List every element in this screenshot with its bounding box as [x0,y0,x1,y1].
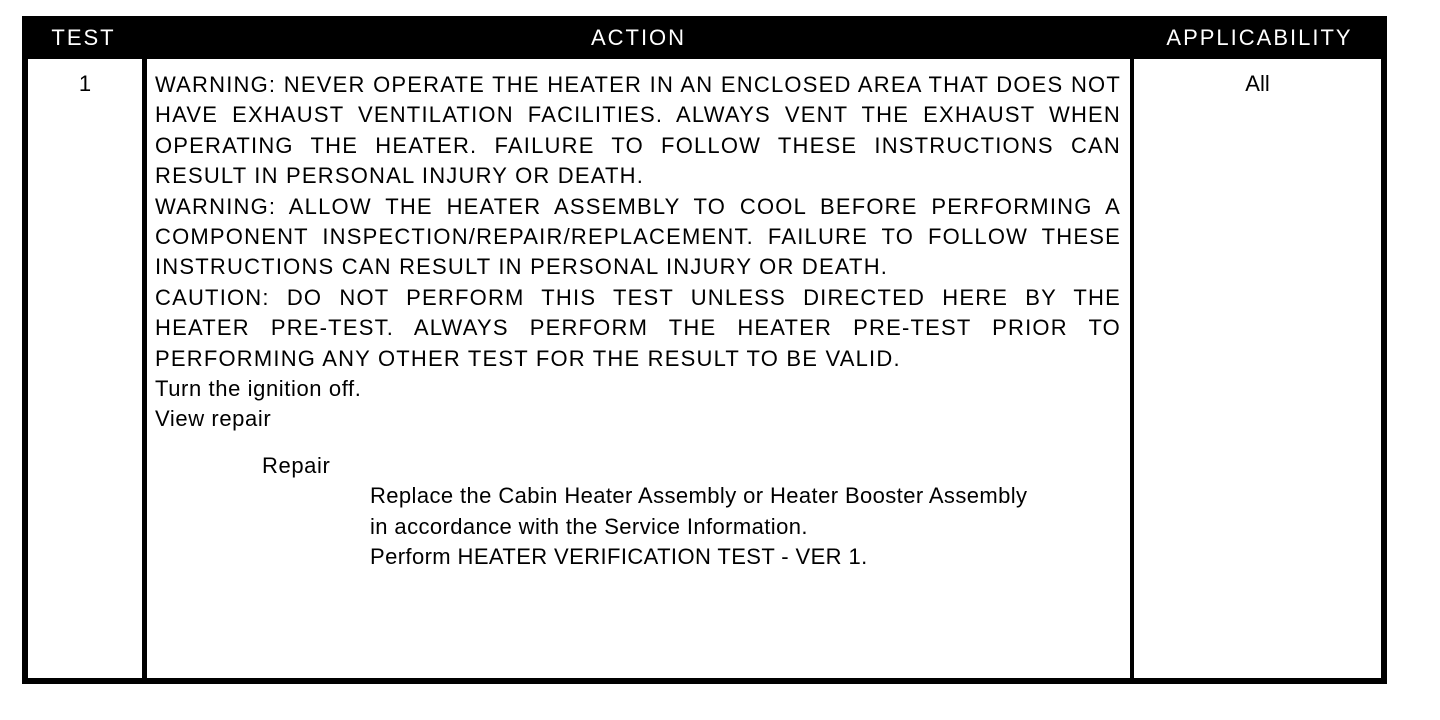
repair-line-verification: Perform HEATER VERIFICATION TEST - VER 1. [370,544,868,570]
header-applicability: APPLICABILITY [1166,25,1353,50]
diagnostic-test-table [22,16,1387,684]
test-number: 1 [78,71,92,96]
repair-instructions [370,481,1121,572]
header-test: TEST [51,25,116,50]
header-action: ACTION [590,25,687,50]
repair-line-replace: Replace the Cabin Heater Assembly or Heater Booster Assembly [370,483,1028,509]
step-ignition-off: Turn the ignition off. [155,376,362,402]
applicability-value: All [1245,71,1270,96]
caution-pre-test: CAUTION: DO NOT PERFORM THIS TEST UNLESS DIRECTED HERE BY THE HEATER PRE-TEST. ALWAYS PERFORM THE HEATER PRE-TEST PRIOR TO PERFORMING ANY OTHER TEST FOR THE RESULT TO BE VALID. [155,284,1121,371]
applicability-cell [1134,59,1381,678]
step-view-repair: View repair [155,406,272,432]
action-text [155,70,1121,573]
action-cell [147,59,1130,678]
repair-label: Repair [262,452,331,478]
table-header [22,16,1387,59]
repair-line-service-info: in accordance with the Service Information. [370,513,808,539]
warning-exhaust-ventilation: WARNING: NEVER OPERATE THE HEATER IN AN ENCLOSED AREA THAT DOES NOT HAVE EXHAUST VENTILATION FACILITIES. ALWAYS VENT THE EXHAUST WHEN OPERATING THE HEATER. FAILURE TO FOLLOW THESE INSTRUCTIONS CAN RESULT IN PERSONAL INJURY OR DEATH. [155,72,1121,189]
warning-cool-heater: WARNING: ALLOW THE HEATER ASSEMBLY TO COOL BEFORE PERFORMING A COMPONENT INSPECTION/REPAIR/REPLACEMENT. FAILURE TO FOLLOW THESE INSTRUCTIONS CAN RESULT IN PERSONAL INJURY OR DEATH. [155,193,1121,280]
test-cell [28,59,142,678]
